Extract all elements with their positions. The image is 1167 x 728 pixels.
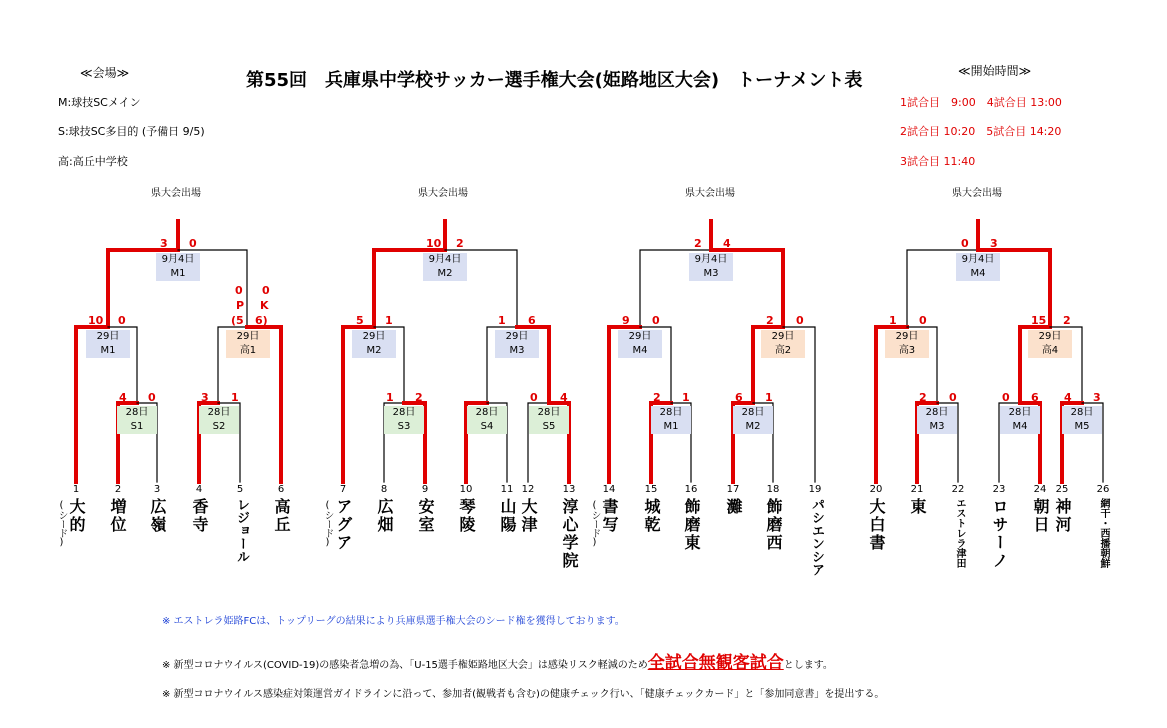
team-number: 18: [766, 484, 780, 495]
score: 1: [385, 314, 393, 327]
score: 1: [765, 391, 773, 404]
team-number: 1: [72, 484, 80, 495]
time-line-3: 3試合目 11:40: [900, 155, 976, 168]
match-box-first: 28日 S5: [529, 406, 569, 434]
match-box-semi: 29日 M4: [618, 330, 662, 358]
team-number: 4: [195, 484, 203, 495]
team-name: 大白書: [867, 498, 886, 552]
match-box-semi: 29日 M1: [86, 330, 130, 358]
score: 1: [498, 314, 506, 327]
footer-note-2-post: とします。: [783, 660, 833, 671]
team-name: 灘: [724, 498, 743, 516]
score: 2: [1063, 314, 1071, 327]
team-name: 東: [908, 498, 927, 516]
match-box-first: 28日 M5: [1062, 406, 1102, 434]
team-number: 10: [459, 484, 473, 495]
time-line-2: 2試合目 10:20 5試合目 14:20: [900, 125, 1062, 138]
footer-note-2-emphasis: 全試合無観客試合: [647, 653, 784, 673]
team-name: 神河: [1053, 498, 1072, 534]
team-name: 香寺: [190, 498, 209, 534]
team-number: 14: [602, 484, 616, 495]
team-number: 24: [1033, 484, 1047, 495]
team-number: 21: [910, 484, 924, 495]
score: 6: [735, 391, 743, 404]
score: 4: [119, 391, 127, 404]
score: 0: [530, 391, 538, 404]
score: 4: [560, 391, 568, 404]
score: 0: [189, 237, 197, 250]
team-name: 飾磨西: [764, 498, 783, 552]
score: 4: [1064, 391, 1072, 404]
team-name: 網干・西播朝鮮: [1098, 498, 1109, 568]
venue-line-s: S:球技SC多目的 (予備日 9/5): [58, 125, 205, 138]
team-name: 山陽: [498, 498, 517, 534]
match-box-first: 28日 S4: [467, 406, 507, 434]
team-number: 7: [339, 484, 347, 495]
score: 9: [622, 314, 630, 327]
score: 0: [262, 284, 270, 297]
score: 10: [426, 237, 442, 250]
pref-label-1: 県大会出場: [151, 188, 201, 199]
team-name: パシエンシア: [809, 498, 824, 576]
score: 0: [949, 391, 957, 404]
team-name: 安室: [416, 498, 435, 534]
score: 6: [528, 314, 536, 327]
team-number: 5: [236, 484, 244, 495]
team-number: 11: [500, 484, 514, 495]
team-number: 25: [1055, 484, 1069, 495]
pk-label: P: [236, 299, 245, 312]
team-number: 12: [521, 484, 535, 495]
team-number: 15: [644, 484, 658, 495]
team-number: 13: [562, 484, 576, 495]
score: 2: [415, 391, 423, 404]
team-name: 広畑: [375, 498, 394, 534]
score: 1: [231, 391, 239, 404]
footer-note-2-pre: ※ 新型コロナウイルス(COVID-19)の感染者急増の為、「U-15選手権姫路地区大会」は感染リスク軽減のため: [162, 660, 648, 671]
score: 3: [1093, 391, 1101, 404]
match-box-first: 28日 M2: [733, 406, 773, 434]
score: 0: [796, 314, 804, 327]
team-name: 飾磨東: [682, 498, 701, 552]
score: 4: [723, 237, 731, 250]
footer-note-3: ※ 新型コロナウイルス感染症対策運営ガイドラインに沿って、参加者(観戦者も含む)の健康チェック行い、「健康チェックカード」と「参加同意書」を提出する。: [162, 689, 885, 700]
score: 0: [148, 391, 156, 404]
time-title: ≪開始時間≫: [958, 64, 1032, 78]
match-box-semi: 29日 高4: [1028, 330, 1072, 358]
team-name: 大津: [519, 498, 538, 534]
team-number: 20: [869, 484, 883, 495]
score: 2: [653, 391, 661, 404]
match-box-first: 28日 S2: [199, 406, 239, 434]
team-number: 26: [1096, 484, 1110, 495]
score: 0: [1002, 391, 1010, 404]
team-number: 2: [114, 484, 122, 495]
team-number: 19: [808, 484, 822, 495]
team-number: 17: [726, 484, 740, 495]
score: 5: [356, 314, 364, 327]
team-name: 朝日: [1031, 498, 1050, 534]
score: 0: [118, 314, 126, 327]
match-box-first: 28日 S3: [384, 406, 424, 434]
score: 6: [1031, 391, 1039, 404]
venue-line-taka: 高:高丘中学校: [58, 155, 128, 168]
team-number: 9: [421, 484, 429, 495]
score: 2: [456, 237, 464, 250]
team-name: 高丘: [272, 498, 291, 534]
time-line-1: 1試合目 9:00 4試合目 13:00: [900, 96, 1062, 109]
team-number: 23: [992, 484, 1006, 495]
team-number: 22: [951, 484, 965, 495]
pk-score: 6): [255, 314, 268, 327]
score: 1: [682, 391, 690, 404]
pk-label: K: [260, 299, 269, 312]
team-name: 広嶺: [148, 498, 167, 534]
score: 3: [201, 391, 209, 404]
team-number: 8: [380, 484, 388, 495]
team-name: 琴陵: [457, 498, 476, 534]
match-box-final-3: 9月4日 M3: [689, 253, 733, 281]
score: 2: [694, 237, 702, 250]
seed-note: (シード): [56, 500, 67, 547]
score: 3: [990, 237, 998, 250]
team-name: エストレラ津田: [954, 498, 965, 568]
footer-note-2: [162, 648, 833, 673]
seed-note: (シード): [322, 500, 333, 547]
match-box-first: 28日 S1: [117, 406, 157, 434]
team-name: アグア: [334, 498, 353, 552]
score: 0: [961, 237, 969, 250]
pref-label-3: 県大会出場: [685, 188, 735, 199]
match-box-semi: 29日 M2: [352, 330, 396, 358]
team-name: 大的: [67, 498, 86, 534]
score: 15: [1031, 314, 1047, 327]
pk-score: (5: [231, 314, 244, 327]
seed-note: (シード): [589, 500, 600, 547]
score: 2: [766, 314, 774, 327]
team-name: 書写: [600, 498, 619, 534]
match-box-semi: 29日 高2: [761, 330, 805, 358]
team-name: レジョール: [234, 498, 249, 563]
page-title: 第55回 兵庫県中学校サッカー選手権大会(姫路地区大会) トーナメント表: [246, 70, 863, 91]
score: 10: [88, 314, 104, 327]
venue-line-m: M:球技SCメイン: [58, 96, 141, 109]
score: 0: [652, 314, 660, 327]
match-box-first: 28日 M1: [651, 406, 691, 434]
match-box-semi: 29日 高1: [226, 330, 270, 358]
match-box-semi: 29日 M3: [495, 330, 539, 358]
match-box-semi: 29日 高3: [885, 330, 929, 358]
team-number: 16: [684, 484, 698, 495]
score: 1: [386, 391, 394, 404]
score: 1: [889, 314, 897, 327]
pref-label-4: 県大会出場: [952, 188, 1002, 199]
match-box-final-1: 9月4日 M1: [156, 253, 200, 281]
team-name: 淳心学院: [560, 498, 579, 570]
match-box-final-2: 9月4日 M2: [423, 253, 467, 281]
match-box-final-4: 9月4日 M4: [956, 253, 1000, 281]
team-number: 6: [277, 484, 285, 495]
team-name: 増位: [108, 498, 127, 534]
footer-note-1: ※ エストレラ姫路FCは、トップリーグの結果により兵庫県選手権大会のシード権を獲得しております。: [162, 616, 625, 627]
pref-label-2: 県大会出場: [418, 188, 468, 199]
team-number: 3: [153, 484, 161, 495]
score: 0: [235, 284, 243, 297]
score: 0: [919, 314, 927, 327]
team-name: 城乾: [642, 498, 661, 534]
score: 3: [160, 237, 168, 250]
score: 2: [919, 391, 927, 404]
venue-title: ≪会場≫: [80, 66, 130, 80]
match-box-first: 28日 M4: [1000, 406, 1040, 434]
match-box-first: 28日 M3: [917, 406, 957, 434]
team-name: ロサーノ: [990, 498, 1009, 570]
